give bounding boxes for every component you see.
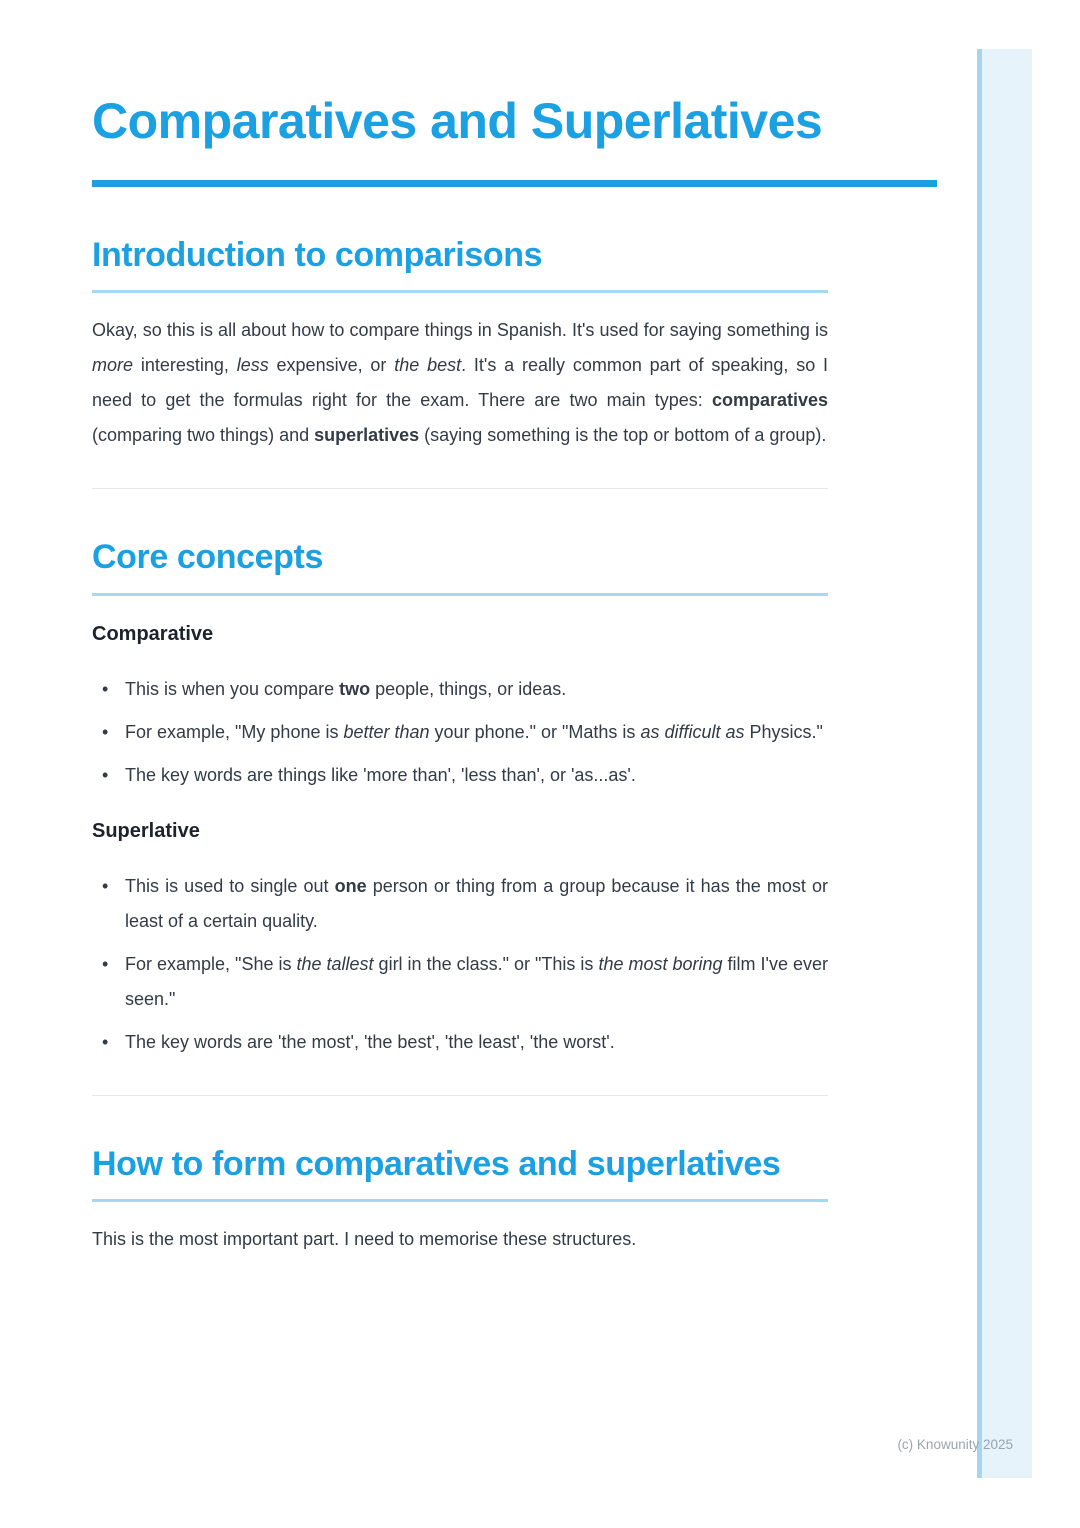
subheading-comparative: Comparative bbox=[92, 622, 214, 645]
section-divider bbox=[92, 1095, 828, 1096]
page-title: Comparatives and Superlatives bbox=[92, 93, 823, 149]
section-how-to-form bbox=[92, 1140, 828, 1257]
how-to-form-paragraph: This is the most important part. I need to memorise these structures. bbox=[92, 1228, 637, 1249]
section-divider bbox=[92, 488, 828, 489]
subheading-superlative: Superlative bbox=[92, 819, 200, 842]
list-item: • This is when you compare two people, things, or ideas. bbox=[92, 672, 828, 707]
section-core-concepts bbox=[92, 533, 828, 1059]
section-heading-how-to-form: How to form comparatives and superlatives bbox=[92, 1140, 828, 1202]
list-item: • This is used to single out one person or thing from a group because it has the most or least of a certain quality. bbox=[92, 869, 828, 939]
introduction-paragraph: Okay, so this is all about how to compare things in Spanish. It's used for saying something is more interesting, less expensive, or the best. It's a really common part of speaking, so I need to get the formulas right for the exam. There are two main types: comparatives (comparing two things) and superlatives (saying something is the top or bottom of a group). bbox=[92, 320, 829, 446]
list-item: • The key words are 'the most', 'the best', 'the least', 'the worst'. bbox=[92, 1025, 828, 1060]
section-introduction bbox=[92, 231, 828, 453]
document-content bbox=[92, 0, 828, 1257]
superlative-bullet-list bbox=[92, 869, 828, 1060]
section-heading-introduction: Introduction to comparisons bbox=[92, 231, 828, 293]
list-item: • For example, "She is the tallest girl in the class." or "This is the most boring film I've ever seen." bbox=[92, 947, 828, 1017]
title-rule bbox=[92, 180, 937, 187]
list-item: • The key words are things like 'more than', 'less than', or 'as...as'. bbox=[92, 758, 828, 793]
comparative-bullet-list bbox=[92, 672, 828, 793]
section-heading-core-concepts: Core concepts bbox=[92, 533, 828, 595]
decorative-right-stripe bbox=[977, 49, 1032, 1478]
list-item: • For example, "My phone is better than your phone." or "Maths is as difficult as Physics." bbox=[92, 715, 828, 750]
watermark: (c) Knowunity 2025 bbox=[897, 1437, 1013, 1452]
